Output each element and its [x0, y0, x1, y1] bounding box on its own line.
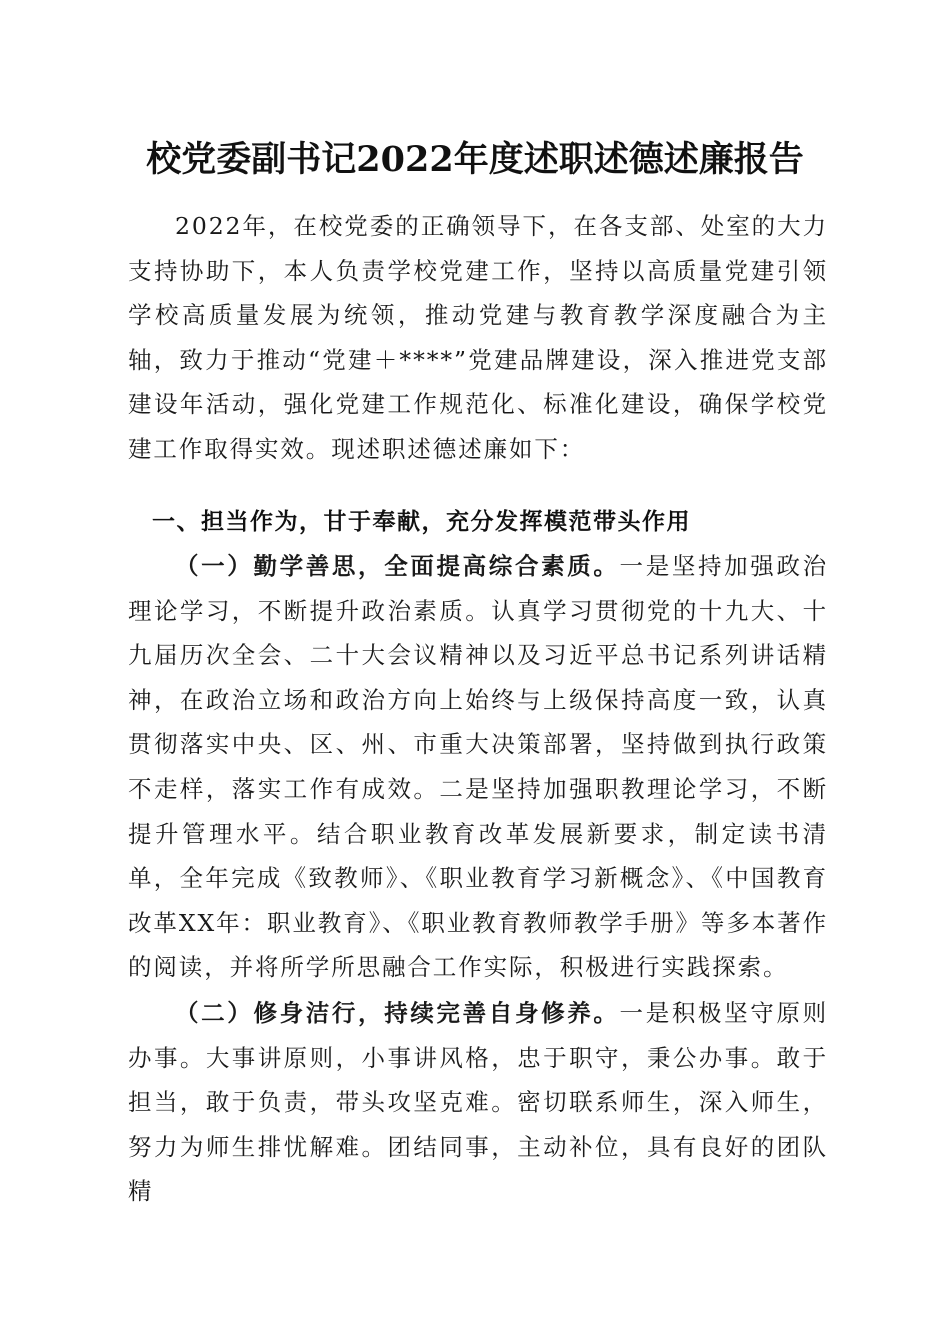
- section-heading-1: 一、担当作为，甘于奉献，充分发挥模范带头作用: [152, 509, 691, 535]
- subsection-2-paragraph: [128, 991, 828, 1214]
- subsection-1-paragraph: [128, 544, 828, 990]
- subsection-2-text: 一是积极坚守原则办事。大事讲原则，小事讲风格，忠于职守，秉公办事。敢于担当，敢于负责，带头攻坚克难。密切联系师生，深入师生，努力为师生排忧解难。团结同事，主动补位，具有良好的团队精: [128, 999, 828, 1206]
- intro-paragraph: 2022年，在校党委的正确领导下，在各支部、处室的大力支持协助下，本人负责学校党建工作，坚持以高质量党建引领学校高质量发展为统领，推动党建与教育教学深度融合为主轴，致力于推动“党建＋****”党建品牌建设，深入推进党支部建设年活动，强化党建工作规范化、标准化建设，确保学校党建工作取得实效。现述职述德述廉如下：: [128, 212, 828, 463]
- subsection-2-lead: （二）修身洁行，持续完善自身修养。: [175, 999, 620, 1027]
- page-title: 校党委副书记2022年度述职述德述廉报告: [146, 139, 804, 180]
- subsection-1-lead: （一）勤学善思，全面提高综合素质。: [175, 552, 620, 580]
- subsection-1-text: 一是坚持加强政治理论学习，不断提升政治素质。认真学习贯彻党的十九大、十九届历次全会、二十大会议精神以及习近平总书记系列讲话精神，在政治立场和政治方向上始终与上级保持高度一致，认真贯彻落实中央、区、州、市重大决策部署，坚持做到执行政策不走样，落实工作有成效。二是坚持加强职教理论学习，不断提升管理水平。结合职业教育改革发展新要求，制定读书清单，全年完成《致教师》、《职业教育学习新概念》、《中国教育改革XX年：职业教育》、《职业教育教师教学手册》等多本著作的阅读，并将所学所思融合工作实际，积极进行实践探索。: [128, 552, 828, 982]
